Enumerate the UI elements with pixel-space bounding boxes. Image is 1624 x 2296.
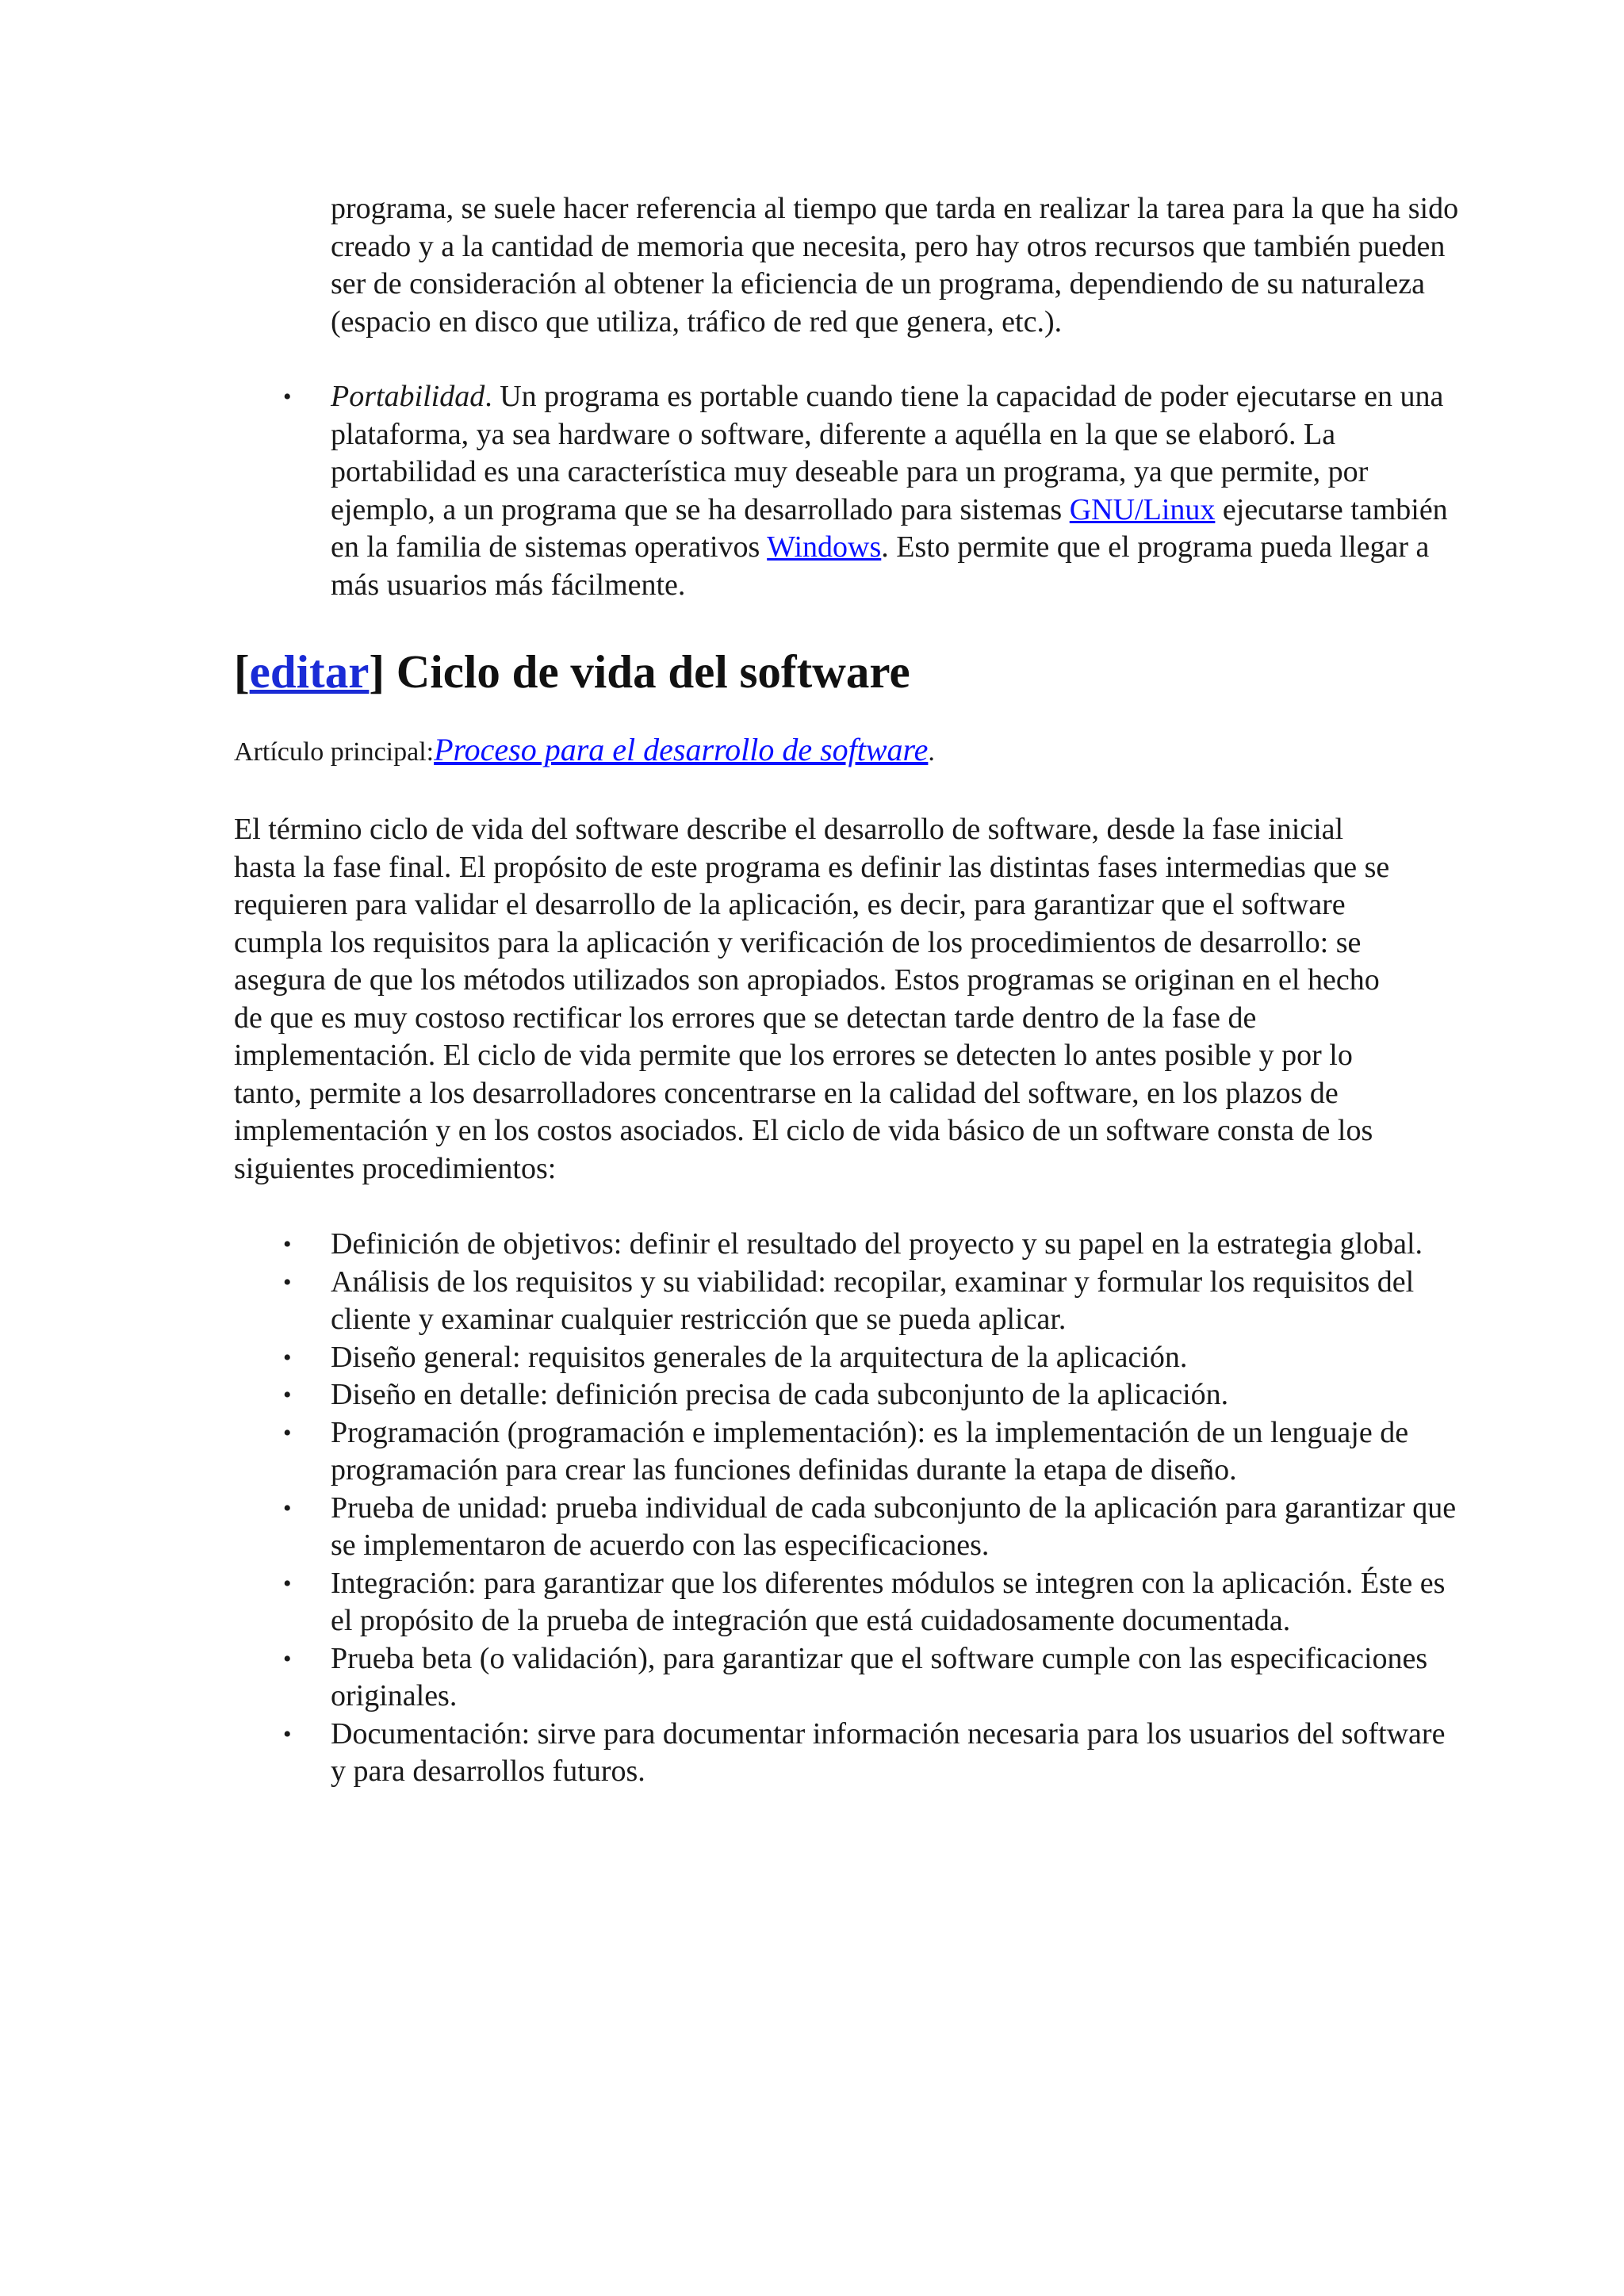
bullet-icon: • [283,1344,292,1371]
list-item [283,1716,1457,1791]
document-page [234,190,1459,1791]
bullet-icon: • [283,1382,292,1408]
bullet-icon: • [283,384,292,410]
main-article-note [234,733,1408,770]
portability-term: Portabilidad [331,380,485,413]
edit-bracket-close: ] [369,645,385,698]
bullet-icon: • [283,1419,292,1446]
portability-list [283,378,1465,604]
main-article-link[interactable]: Proceso para el desarrollo de software [434,732,929,767]
step-text: Programación (programación e implementación): es la implementación de un lenguaje de programación para crear las funciones definidas durante la etapa de diseño. [331,1415,1409,1487]
bullet-icon: • [283,1494,292,1521]
step-text: Documentación: sirve para documentar información necesaria para los usuarios del software y para desarrollos futuros. [331,1716,1446,1788]
intro-paragraph: El término ciclo de vida del software describe el desarrollo de software, desde la fase inicial hasta la fase final. El propósito de este programa es definir las distintas fases intermedias que se requieren para validar el desarrollo de la aplicación, es decir, para garantizar que el software cumpla los requisitos para la aplicación y verificación de los procedimientos de desarrollo: se asegura de que los métodos utilizados son apropiados. Estos programas se originan en el hecho de que es muy costoso rectificar los errores que se detectan tarde dentro de la fase de implementación. El ciclo de vida permite que los errores se detecten lo antes posible y por lo tanto, permite a los desarrolladores concentrarse en la calidad del software, en los plazos de implementación y en los costos asociados. El ciclo de vida básico de un software consta de los siguientes procedimientos: [234,813,1390,1185]
bullet-icon: • [283,1570,292,1597]
list-item-portability [283,378,1465,604]
list-item [283,1640,1457,1716]
gnu-linux-link[interactable]: GNU/Linux [1069,492,1216,526]
list-item [283,1264,1457,1339]
list-item [283,1226,1457,1264]
list-item [283,1565,1457,1640]
portability-text-3: . Esto permite que el programa pueda llegar a más usuarios más fácilmente. [331,530,1430,602]
portability-text-1: . Un programa es portable cuando tiene la capacidad de poder ejecutarse en una plataforma, ya sea hardware o software, diferente a aquélla en la que se elaboró. La portabilidad es una característica muy deseable para un programa, ya que permite, por ejemplo, a un programa que se ha desarrollado para sistemas [331,380,1444,526]
step-text: Definición de objetivos: definir el resultado del proyecto y su papel en la estrategia global. [331,1227,1423,1261]
bullet-icon: • [283,1269,292,1295]
windows-link[interactable]: Windows [767,530,882,564]
list-item [283,1414,1457,1490]
main-article-end: . [928,737,935,767]
step-text: Diseño en detalle: definición precisa de cada subconjunto de la aplicación. [331,1378,1229,1411]
step-text: Análisis de los requisitos y su viabilidad: recopilar, examinar y formular los requisitos del cliente y examinar cualquier restricción que se pueda aplicar. [331,1265,1415,1336]
step-text: Prueba de unidad: prueba individual de cada subconjunto de la aplicación para garantizar que se implementaron de acuerdo con las especificaciones. [331,1490,1457,1562]
continuation-paragraph: programa, se suele hacer referencia al tiempo que tarda en realizar la tarea para la que ha sido creado y a la cantidad de memoria que necesita, pero hay otros recursos que también pueden ser de consideración al obtener la eficiencia de un programa, dependiendo de su naturaleza (espacio en disco que utiliza, tráfico de red que genera, etc.). [331,192,1459,339]
step-text: Integración: para garantizar que los diferentes módulos se integren con la aplicación. Éste es el propósito de la prueba de integración que está cuidadosamente documentada. [331,1566,1446,1637]
portability-text-2: ejecutarse también en la familia de sistemas operativos [331,492,1448,564]
bullet-icon: • [283,1231,292,1257]
bullet-icon: • [283,1720,292,1747]
section-title: Ciclo de vida del software [385,645,910,698]
section-heading [234,644,1408,699]
bullet-icon: • [283,1645,292,1672]
main-article-label: Artículo principal: [234,737,435,767]
step-text: Prueba beta (o validación), para garantizar que el software cumple con las especificaciones originales. [331,1641,1428,1712]
lifecycle-steps-list [283,1226,1457,1791]
edit-bracket-open: [ [234,645,250,698]
list-item [283,1490,1457,1565]
list-item [283,1376,1457,1414]
step-text: Diseño general: requisitos generales de la arquitectura de la aplicación. [331,1340,1188,1374]
edit-link[interactable]: editar [249,645,370,698]
list-item [283,1339,1457,1377]
